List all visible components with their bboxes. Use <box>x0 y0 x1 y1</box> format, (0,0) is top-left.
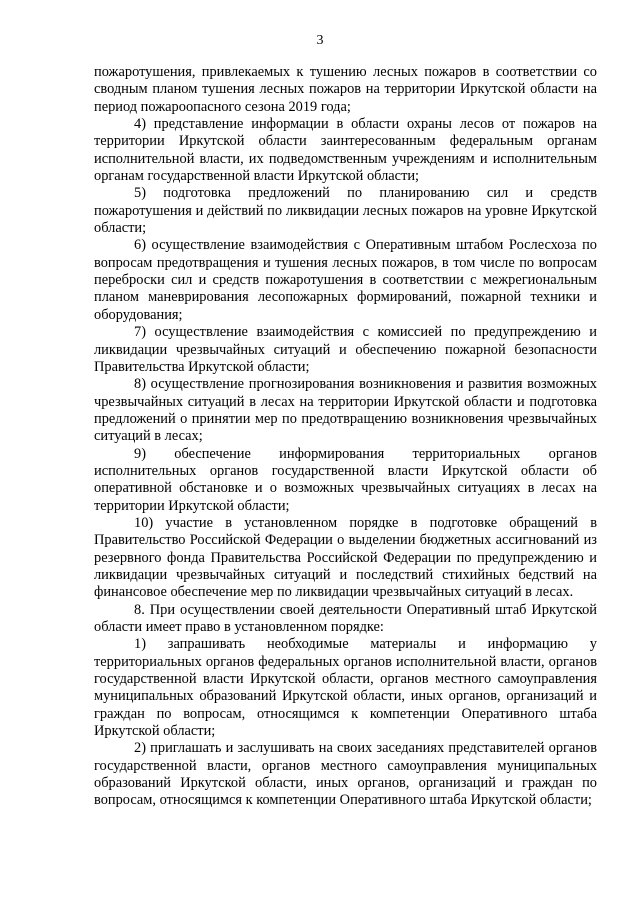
paragraph: 5) подготовка предложений по планированию сил и средств пожаротушения и действий по ликвидации лесных пожаров на уровне Иркутской области; <box>94 185 597 237</box>
document-body <box>94 64 597 810</box>
paragraph: 10) участие в установленном порядке в подготовке обращений в Правительство Российской Федерации о выделении бюджетных ассигнований из резервного фонда Правительства Российской Федерации по предупреждению и ликвидации чрезвычайных ситуаций и последствий стихийных бедствий на финансовое обеспечение мер по ликвидации чрезвычайных ситуаций в лесах. <box>94 514 597 601</box>
paragraph: 2) приглашать и заслушивать на своих заседаниях представителей органов государственной власти, органов местного самоуправления муниципальных образований Иркутской области, иных органов, организаций и граждан по вопросам, относящимся к компетенции Оперативного штаба Иркутской области; <box>94 740 597 809</box>
paragraph: 1) запрашивать необходимые материалы и информацию у территориальных органов федеральных органов исполнительной власти, органов государственной власти Иркутской области, органов местного самоуправления муниципальных образований Иркутской области, иных органов, организаций и граждан по вопросам, относящимся к компетенции Оперативного штаба Иркутской области; <box>94 636 597 740</box>
paragraph: 7) осуществление взаимодействия с комиссией по предупреждению и ликвидации чрезвычайных ситуаций и обеспечению пожарной безопасности Правительства Иркутской области; <box>94 324 597 375</box>
paragraph: 8) осуществление прогнозирования возникновения и развития возможных чрезвычайных ситуаций в лесах на территории Иркутской области и подготовка предложений о принятии мер по предотвращению возникновения чрезвычайных ситуаций в лесах; <box>94 376 597 445</box>
paragraph: пожаротушения, привлекаемых к тушению лесных пожаров в соответствии со сводным планом тушения лесных пожаров на территории Иркутской области на период пожароопасного сезона 2019 года; <box>94 64 597 115</box>
paragraph: 4) представление информации в области охраны лесов от пожаров на территории Иркутской области заинтересованным федеральным органам исполнительной власти, их подведомственным учреждениям и исполнительным органам государственной власти Иркутской области; <box>94 116 597 185</box>
paragraph: 6) осуществление взаимодействия с Оперативным штабом Рослесхоза по вопросам предотвращения и тушения лесных пожаров, в том числе по вопросам переброски сил и средств пожаротушения в соответствии с межрегиональным планом маневрирования лесопожарных формирований, пожарной техники и оборудования; <box>94 237 597 323</box>
paragraph: 9) обеспечение информирования территориальных органов исполнительных органов государственной власти Иркутской области об оперативной обстановке и о возможных чрезвычайных ситуациях в лесах на территории Иркутской области; <box>94 445 597 514</box>
paragraph: 8. При осуществлении своей деятельности Оперативный штаб Иркутской области имеет право в установленном порядке: <box>94 601 597 635</box>
page-number: 3 <box>316 33 324 48</box>
